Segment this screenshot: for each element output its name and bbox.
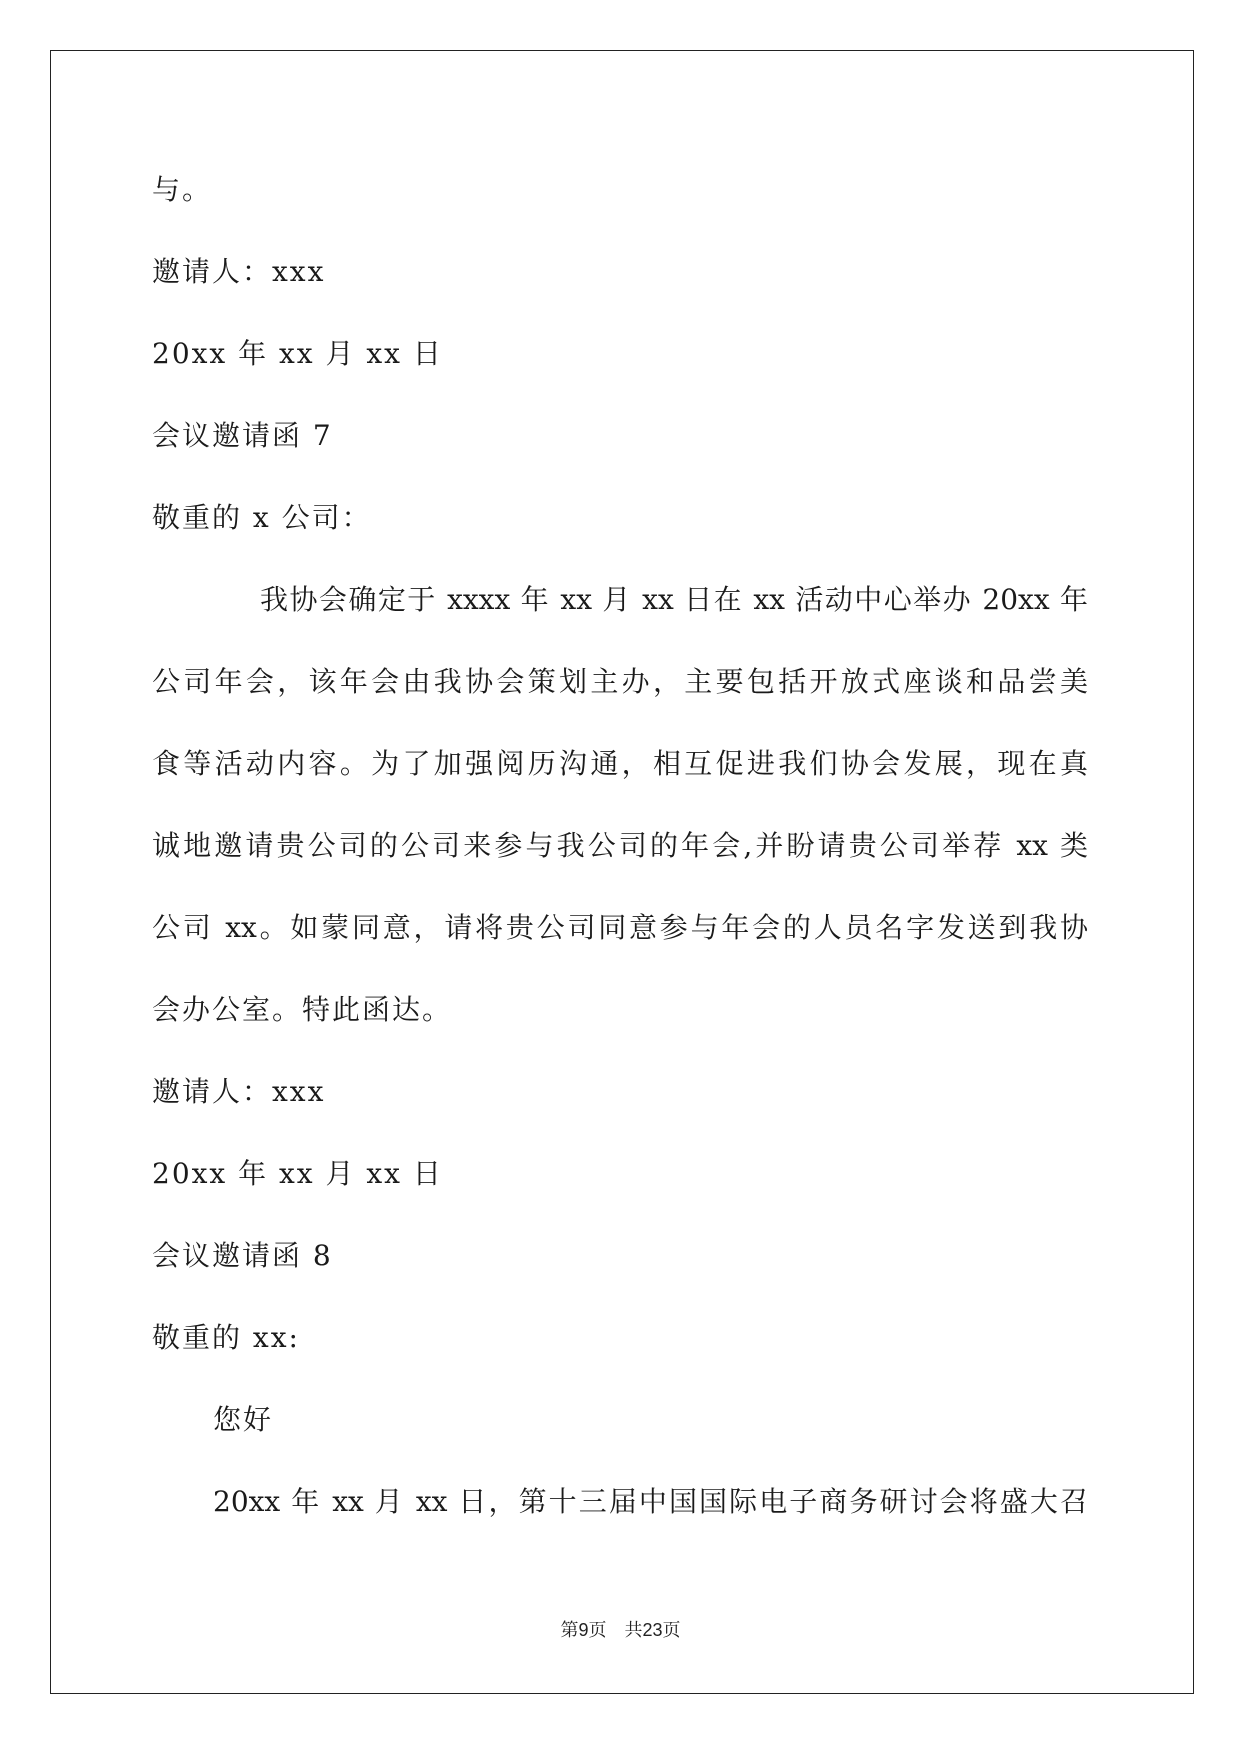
greeting-line: 您好 — [213, 1403, 274, 1436]
body-paragraph-line: 公司年会，该年会由我协会策划主办，主要包括开放式座谈和品尝美 — [152, 665, 1088, 698]
date-line: 20xx 年 xx 月 xx 日 — [152, 1157, 443, 1190]
letter-heading-8: 会议邀请函 8 — [152, 1239, 333, 1272]
body-paragraph-line: 会办公室。特此函达。 — [152, 993, 453, 1026]
salutation-line: 敬重的 x 公司： — [152, 501, 372, 534]
page-footer — [0, 1618, 1241, 1642]
inviter-line: 邀请人：xxx — [152, 255, 326, 288]
footer-prefix: 第 — [560, 1620, 579, 1640]
text-line-fragment: 与。 — [152, 173, 213, 206]
inviter-line: 邀请人：xxx — [152, 1075, 326, 1108]
total-page-number: 23 — [642, 1620, 663, 1640]
salutation-line: 敬重的 xx: — [152, 1321, 300, 1354]
date-line: 20xx 年 xx 月 xx 日 — [152, 337, 443, 370]
body-paragraph-line: 20xx 年 xx 月 xx 日，第十三届中国国际电子商务研讨会将盛大召 — [213, 1485, 1088, 1518]
page-border — [50, 50, 1194, 1694]
letter-heading-7: 会议邀请函 7 — [152, 419, 333, 452]
current-page-number: 9 — [578, 1620, 589, 1640]
body-paragraph-line: 食等活动内容。为了加强阅历沟通，相互促进我们协会发展，现在真 — [152, 747, 1088, 780]
body-paragraph-line: 公司 xx。如蒙同意，请将贵公司同意参与年会的人员名字发送到我协 — [152, 911, 1088, 944]
footer-suffix: 页 — [662, 1620, 681, 1640]
footer-middle: 页 共 — [588, 1620, 643, 1640]
body-paragraph-line: 我协会确定于 xxxx 年 xx 月 xx 日在 xx 活动中心举办 20xx 年 — [260, 583, 1088, 616]
body-paragraph-line: 诚地邀请贵公司的公司来参与我公司的年会,并盼请贵公司举荐 xx 类 — [152, 829, 1088, 862]
